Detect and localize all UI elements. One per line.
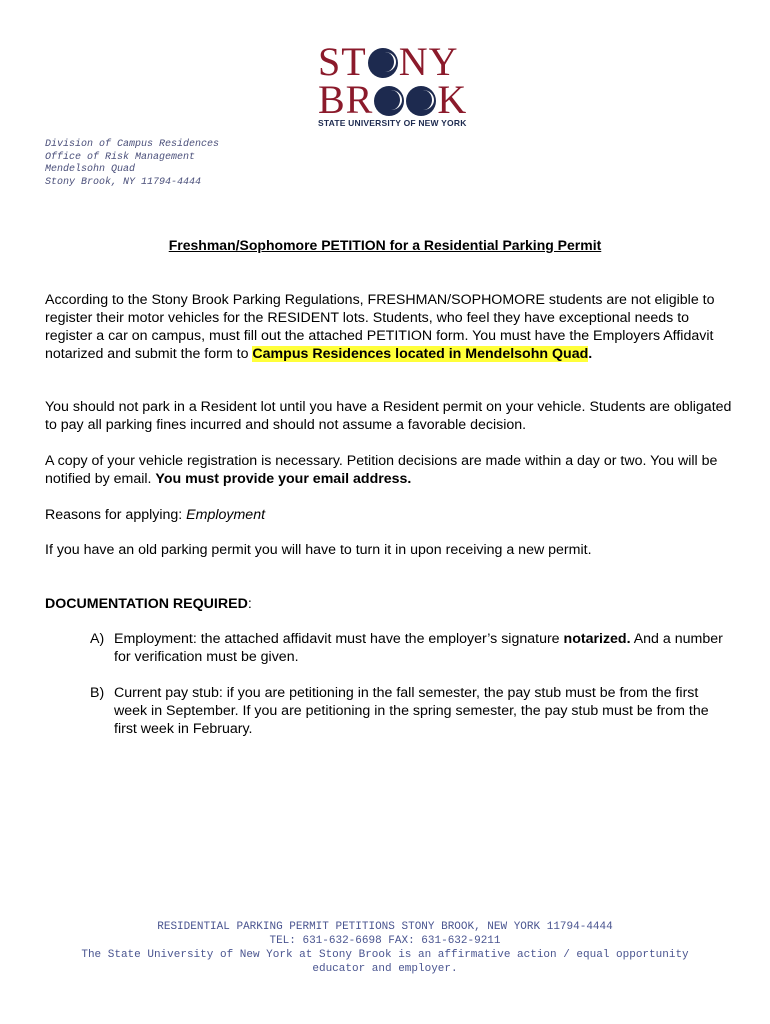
list-item: A) Employment: the attached affidavit must have the employer’s signature notarized. And a number for verification must be given. xyxy=(90,631,723,665)
stony-brook-logo xyxy=(312,39,468,128)
address-line: Stony Brook, NY 11794-4444 xyxy=(45,176,202,188)
footer-line: RESIDENTIAL PARKING PERMIT PETITIONS STONY BROOK, NEW YORK 11794-4444 xyxy=(157,921,613,933)
logo-subtitle: STATE UNIVERSITY OF NEW YORK xyxy=(318,118,467,128)
email-requirement: You must provide your email address. xyxy=(155,471,412,487)
reason-value: Employment xyxy=(186,507,266,523)
address-line: Mendelsohn Quad xyxy=(45,164,136,175)
footer-line: educator and employer. xyxy=(312,963,458,975)
list-item: B) Current pay stub: if you are petitioning in the fall semester, the pay stub must be from the first week in September. If you are petitioning in the spring semester, the pay stub must be from the first week in February. xyxy=(90,685,709,737)
paragraph-reasons: Reasons for applying: Employment xyxy=(45,507,266,523)
logo-word-stony: ST NY xyxy=(318,39,459,84)
paragraph-registration: A copy of your vehicle registration is necessary. Petition decisions are made within a day or two. You will be notified by email. You must provide your email address. xyxy=(45,453,718,487)
footer-line: TEL: 631-632-6698 FAX: 631-632-9211 xyxy=(269,935,501,947)
logo-star-disc xyxy=(368,48,398,78)
footer-line: The State University of New York at Stony Brook is an affirmative action / equal opportunity xyxy=(81,949,689,961)
logo-word-brook: BR K xyxy=(318,77,468,122)
highlight-location: Campus Residences located in Mendelsohn Quad xyxy=(252,346,589,362)
address-line: Division of Campus Residences xyxy=(45,139,220,150)
address-line: Office of Risk Management xyxy=(45,151,196,163)
logo-disc-2 xyxy=(406,86,436,116)
office-address xyxy=(45,139,219,189)
list-label: B) xyxy=(90,685,105,701)
page-footer xyxy=(0,920,770,976)
paragraph-regulations: According to the Stony Brook Parking Regulations, FRESHMAN/SOPHOMORE students are not eligible to register their motor vehicles for the RESIDENT lots. Students, who feel they have exceptional needs to register a car on campus, must fill out the attached PETITION form. You must have the Employers Affidavit notarized and submit the form to Campus Residences located in Mendelsohn Quad. xyxy=(45,292,715,362)
paragraph-parking-warning: You should not park in a Resident lot until you have a Resident permit on your vehicle. Students are obligated to pay all parking fines incurred and should not assume a favorable decision. xyxy=(45,399,732,433)
list-label: A) xyxy=(90,631,105,647)
documentation-heading: DOCUMENTATION REQUIRED: xyxy=(45,596,252,612)
logo-disc-1 xyxy=(374,86,404,116)
paragraph-old-permit: If you have an old parking permit you will have to turn it in upon receiving a new permit. xyxy=(45,542,592,558)
document-title: Freshman/Sophomore PETITION for a Residential Parking Permit xyxy=(168,237,602,253)
